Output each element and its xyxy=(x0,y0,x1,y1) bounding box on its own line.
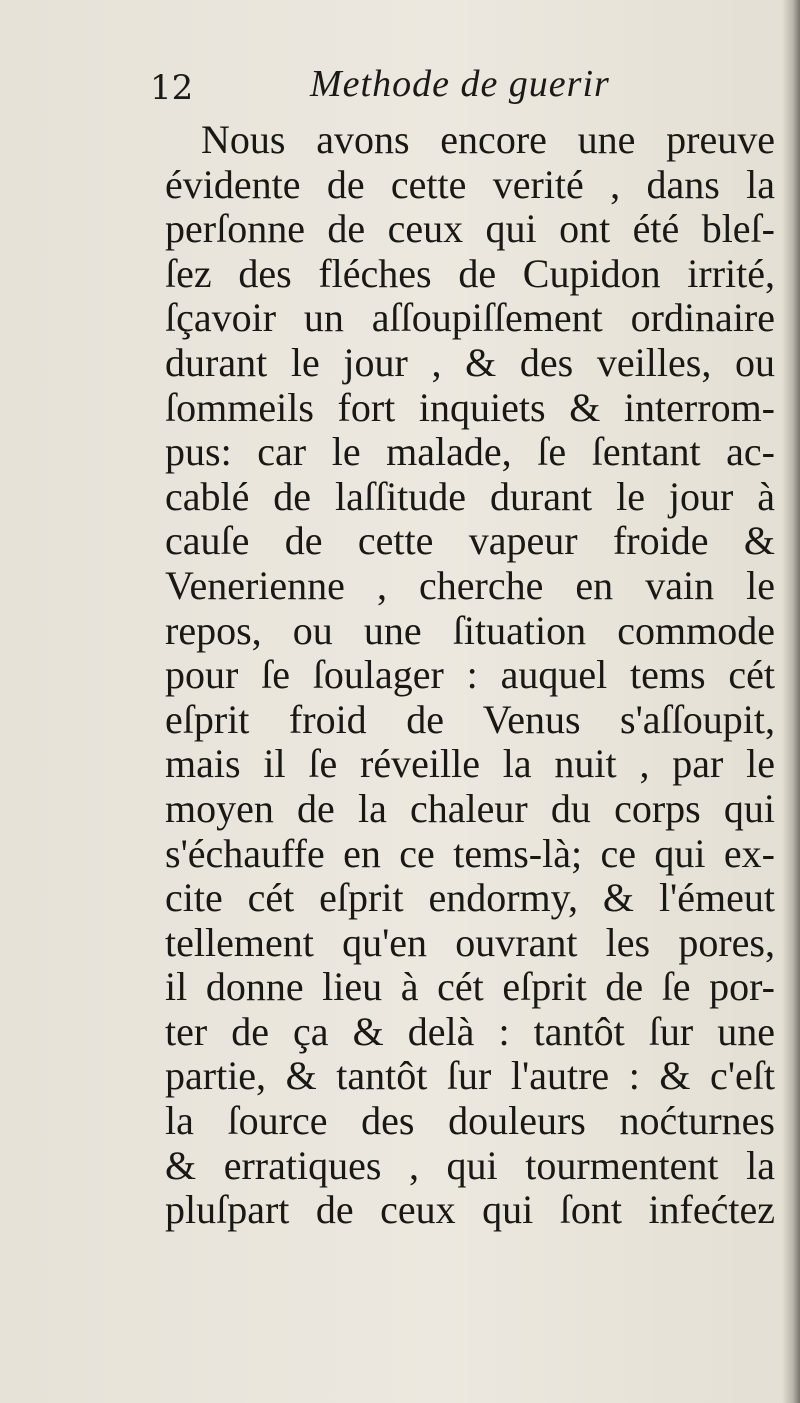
text-line: s'échauffe en ce tems-là; ce qui ex- xyxy=(165,830,775,876)
text-line: repos, ou une ſituation commode xyxy=(165,607,775,653)
text-line: partie, & tantôt ſur l'autre : & c'eſt xyxy=(165,1053,775,1099)
text-line: durant le jour , & des veilles, ou xyxy=(165,339,775,385)
text-line: ſommeils fort inquiets & interrom- xyxy=(165,384,775,430)
page-edge-shadow xyxy=(782,0,800,1403)
text-line: évidente de cette verité , dans la xyxy=(165,161,775,207)
body-text xyxy=(165,118,775,1233)
text-line: pus: car le malade, ſe ſentant ac- xyxy=(165,429,775,475)
running-head xyxy=(150,62,770,114)
text-line: cauſe de cette vapeur froide & xyxy=(165,518,775,564)
text-line: tellement qu'en ouvrant les pores, xyxy=(165,919,775,965)
text-line: pour ſe ſoulager : auquel tems cét xyxy=(165,652,775,698)
text-line: ſez des fléches de Cupidon irrité, xyxy=(165,250,775,296)
text-line: ter de ça & delà : tantôt ſur une xyxy=(165,1008,775,1054)
text-line: & erratiques , qui tourmentent la xyxy=(165,1142,775,1188)
text-line: ſçavoir un aſſoupiſſement ordinaire xyxy=(165,295,775,341)
running-title: Methode de guerir xyxy=(310,63,610,105)
text-line: cite cét eſprit endormy, & l'émeut xyxy=(165,875,775,921)
text-line: moyen de la chaleur du corps qui xyxy=(165,785,775,831)
text-line: Venerienne , cherche en vain le xyxy=(165,562,775,608)
text-line: pluſpart de ceux qui ſont infećtez xyxy=(165,1187,775,1233)
text-line: cablé de laſſitude durant le jour à xyxy=(165,473,775,519)
page-number: 12 xyxy=(150,68,194,108)
text-line: eſprit froid de Venus s'aſſoupit, xyxy=(165,696,775,742)
text-line: la ſource des douleurs noćturnes xyxy=(165,1098,775,1144)
text-line: mais il ſe réveille la nuit , par le xyxy=(165,741,775,787)
text-line: il donne lieu à cét eſprit de ſe por- xyxy=(165,964,775,1010)
text-line: perſonne de ceux qui ont été bleſ- xyxy=(165,206,775,252)
text-line: Nous avons encore une preuve xyxy=(201,117,775,162)
